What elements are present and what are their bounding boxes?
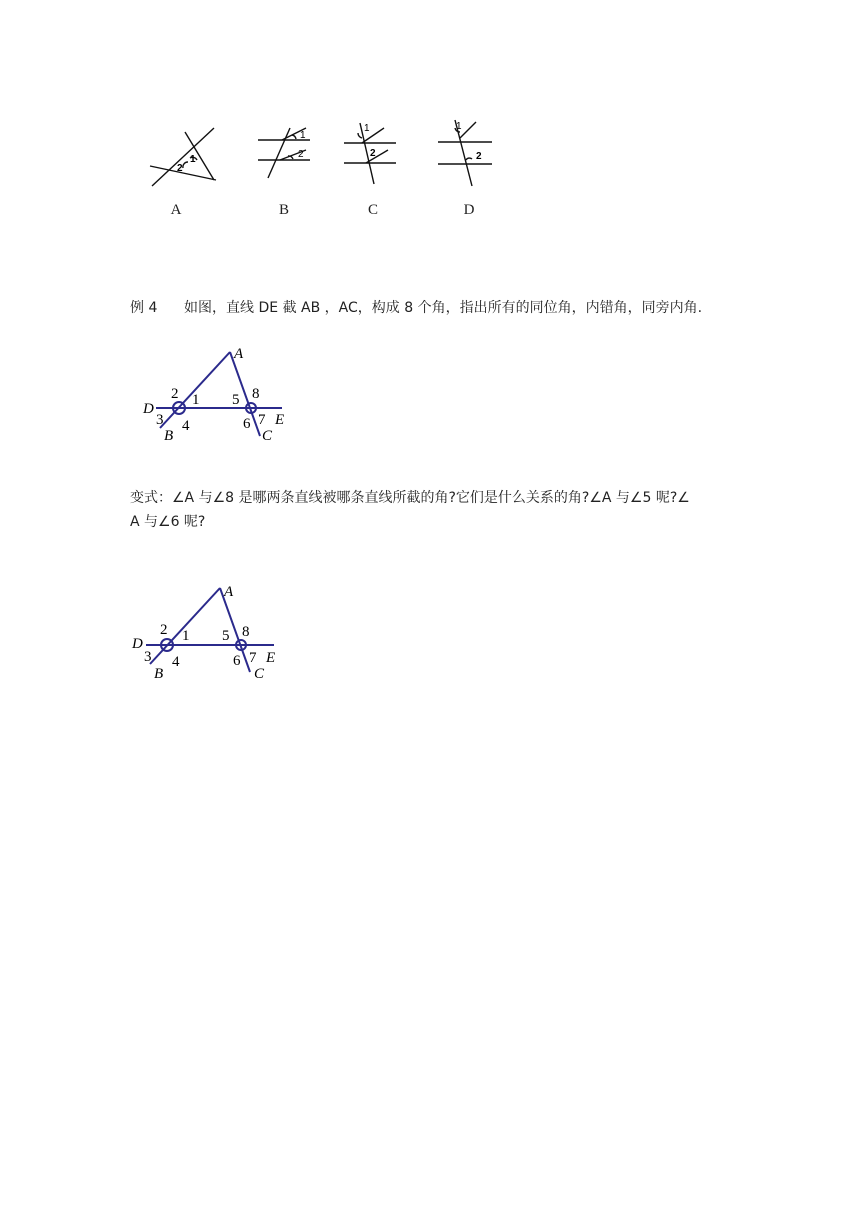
fig1-angle-3: 3: [156, 412, 164, 428]
fig2-point-a: A: [224, 584, 234, 600]
option-label-a: A: [170, 202, 182, 218]
option-label-c: C: [367, 202, 378, 218]
fig1-point-e: E: [275, 412, 285, 428]
fig1-point-a: A: [234, 346, 244, 362]
option-b-angle-2: 2: [298, 149, 304, 160]
option-a-figure: [150, 128, 216, 186]
fig1-angle-1: 1: [192, 392, 200, 408]
option-label-b: B: [278, 202, 289, 218]
option-d-angle-2: 2: [476, 151, 482, 162]
fig2-point-b: B: [154, 666, 164, 682]
triangle-figure-2: [120, 578, 290, 688]
fig2-angle-3: 3: [144, 649, 152, 665]
fig1-angle-4: 4: [182, 418, 190, 434]
fig2-angle-7: 7: [249, 650, 257, 666]
fig1-angle-6: 6: [243, 416, 251, 432]
variant-text-line-2: A 与∠6 呢?: [130, 514, 206, 530]
option-b-angle-1: 1: [300, 130, 306, 141]
option-d-figure: [438, 120, 492, 186]
fig1-angle-5: 5: [232, 392, 240, 408]
fig1-angle-7: 7: [258, 412, 266, 428]
fig2-angle-4: 4: [172, 654, 180, 670]
example-4-text: 例 4 如图，直线 DE 截 AB ，AC，构成 8 个角，指出所有的同位角，内错角，同旁内角.: [130, 300, 703, 316]
fig2-angle-8: 8: [242, 624, 250, 640]
variant-text-line-1: 变式：∠A 与∠8 是哪两条直线被哪条直线所截的角?它们是什么关系的角?∠A 与∠5 呢?∠: [130, 490, 690, 506]
triangle-figure-1: [130, 340, 300, 450]
fig1-point-b: B: [164, 428, 174, 444]
fig1-angle-8: 8: [252, 386, 260, 402]
fig2-point-c: C: [254, 666, 265, 682]
fig2-angle-1: 1: [182, 628, 190, 644]
option-c-angle-1: 1: [364, 123, 370, 134]
fig1-point-d: D: [143, 401, 154, 417]
option-label-d: D: [463, 202, 475, 218]
option-a-angle-1: 1: [190, 154, 196, 165]
fig1-point-c: C: [262, 428, 273, 444]
option-a-angle-2: 2: [177, 163, 183, 174]
fig2-angle-6: 6: [233, 653, 241, 669]
option-c-angle-2: 2: [370, 148, 376, 159]
options-figures: [0, 0, 860, 240]
fig2-angle-2: 2: [160, 622, 168, 638]
fig2-point-e: E: [266, 650, 276, 666]
fig1-angle-2: 2: [171, 386, 179, 402]
fig2-angle-5: 5: [222, 628, 230, 644]
option-d-angle-1: 1: [456, 121, 462, 132]
fig2-point-d: D: [132, 636, 143, 652]
